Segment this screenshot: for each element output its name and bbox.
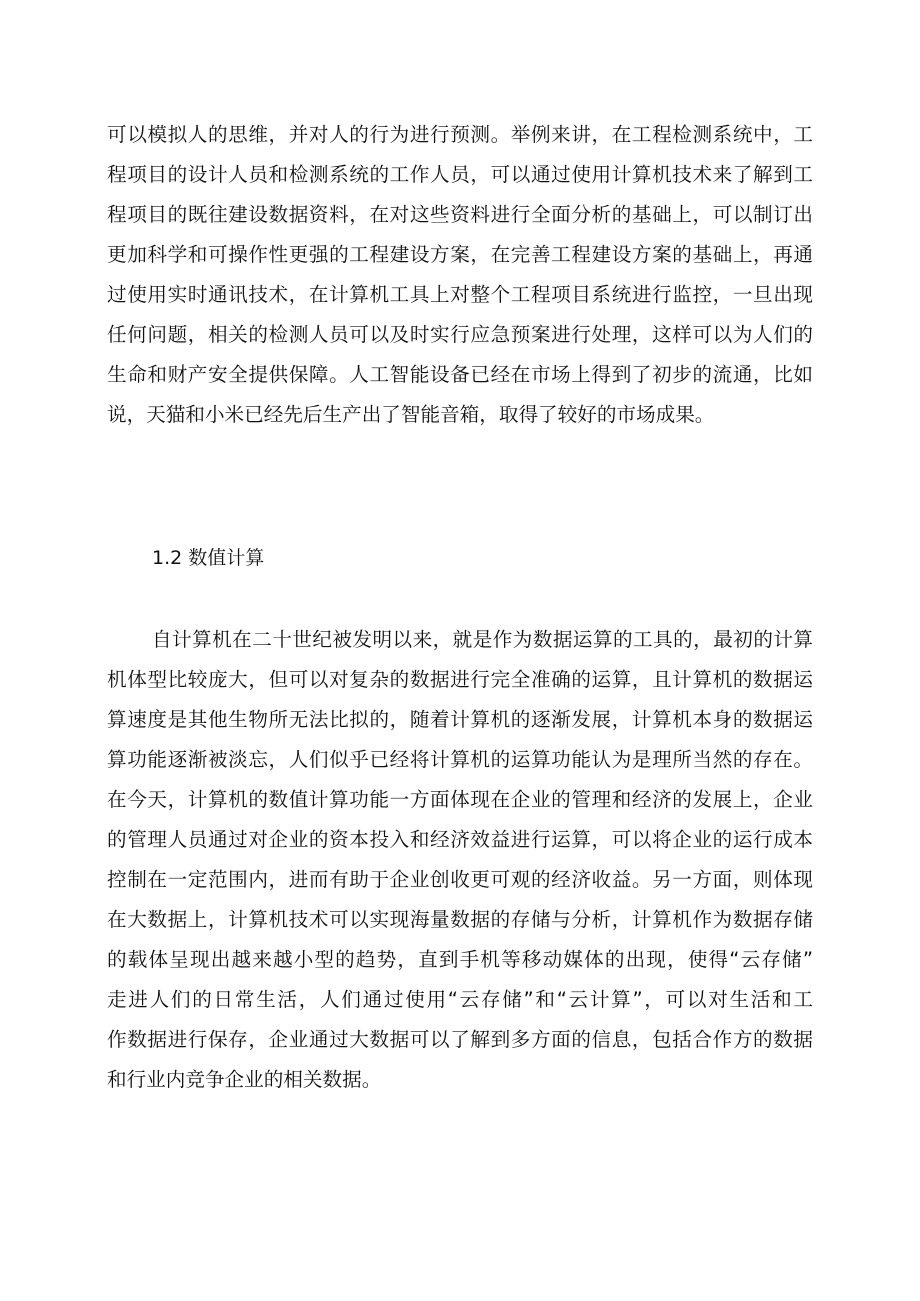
intro-paragraph-line: 说，天猫和小米已经先后生产出了智能音箱，取得了较好的市场成果。 bbox=[107, 403, 715, 426]
section-paragraph-line: 的载体呈现出越来越小型的趋势，直到手机等移动媒体的出现，使得“云存储” bbox=[107, 948, 813, 971]
section-paragraph-line: 作数据进行保存，企业通过大数据可以了解到多方面的信息，包括合作方的数据 bbox=[107, 1028, 813, 1051]
section-paragraph-line: 控制在一定范围内，进而有助于企业创收更可观的经济收益。另一方面，则体现 bbox=[107, 868, 813, 891]
section-paragraph-line: 走进人们的日常生活，人们通过使用“云存储”和“云计算”，可以对生活和工 bbox=[107, 988, 813, 1011]
intro-paragraph-line: 任何问题，相关的检测人员可以及时实行应急预案进行处理，这样可以为人们的 bbox=[107, 323, 813, 346]
section-paragraph-line: 机体型比较庞大，但可以对复杂的数据进行完全准确的运算，且计算机的数据运 bbox=[107, 668, 813, 691]
section-paragraph-line: 自计算机在二十世纪被发明以来，就是作为数据运算的工具的，最初的计算 bbox=[152, 628, 813, 651]
intro-paragraph-line: 可以模拟人的思维，并对人的行为进行预测。举例来讲，在工程检测系统中，工 bbox=[107, 123, 813, 146]
section-paragraph-line: 的管理人员通过对企业的资本投入和经济效益进行运算，可以将企业的运行成本 bbox=[107, 828, 813, 851]
intro-paragraph-line: 程项目的既往建设数据资料，在对这些资料进行全面分析的基础上，可以制订出 bbox=[107, 203, 813, 226]
intro-paragraph-line: 过使用实时通讯技术，在计算机工具上对整个工程项目系统进行监控，一旦出现 bbox=[107, 283, 813, 306]
intro-paragraph-line: 程项目的设计人员和检测系统的工作人员，可以通过使用计算机技术来了解到工 bbox=[107, 163, 813, 186]
section-paragraph-line: 在大数据上，计算机技术可以实现海量数据的存储与分析，计算机作为数据存储 bbox=[107, 908, 813, 931]
section-heading: 1.2 数值计算 bbox=[152, 547, 265, 569]
intro-paragraph-line: 更加科学和可操作性更强的工程建设方案，在完善工程建设方案的基础上，再通 bbox=[107, 243, 813, 266]
intro-paragraph-line: 生命和财产安全提供保障。人工智能设备已经在市场上得到了初步的流通，比如 bbox=[107, 363, 813, 386]
section-paragraph-line: 在今天，计算机的数值计算功能一方面体现在企业的管理和经济的发展上，企业 bbox=[107, 788, 813, 811]
section-paragraph-line: 算功能逐渐被淡忘，人们似乎已经将计算机的运算功能认为是理所当然的存在。 bbox=[107, 748, 813, 771]
section-paragraph-line: 算速度是其他生物所无法比拟的，随着计算机的逐渐发展，计算机本身的数据运 bbox=[107, 708, 813, 731]
section-paragraph-line: 和行业内竞争企业的相关数据。 bbox=[107, 1068, 382, 1091]
